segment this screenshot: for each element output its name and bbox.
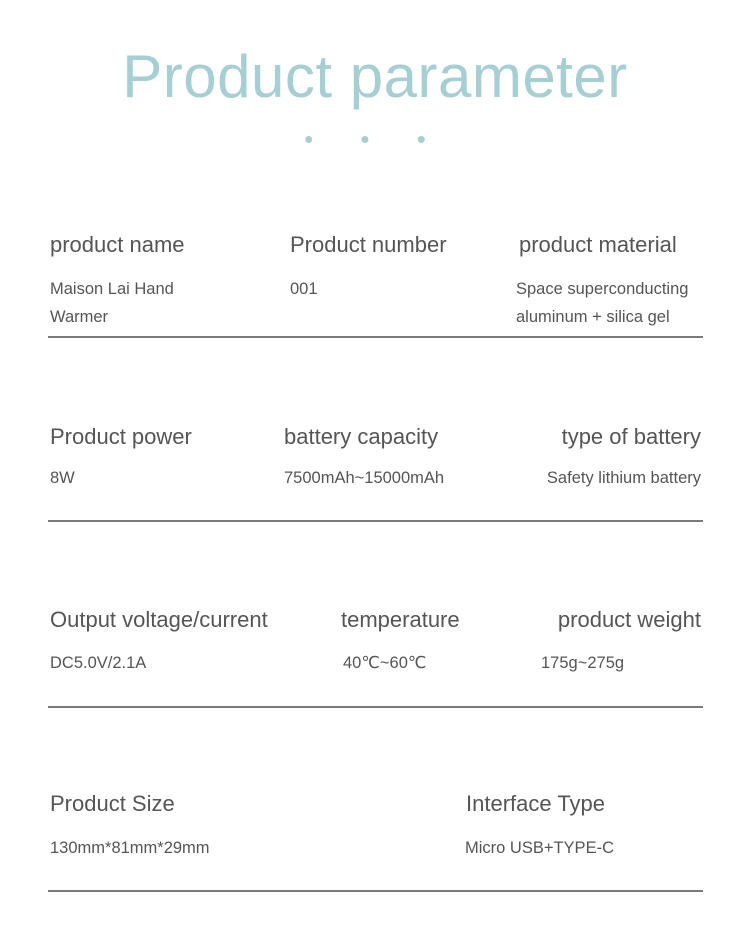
- output-voltage-value: DC5.0V/2.1A: [50, 654, 147, 672]
- row-divider: [48, 520, 703, 522]
- output-voltage-label: Output voltage/current: [50, 607, 268, 632]
- product-material-label: product material: [519, 232, 677, 257]
- product-name-value: Maison Lai Hand Warmer: [50, 280, 174, 326]
- temperature-value: 40℃~60℃: [343, 654, 427, 672]
- product-material-value: Space superconducting aluminum + silica gel: [516, 280, 689, 326]
- row-divider: [48, 336, 703, 338]
- decorative-dots: • • •: [304, 124, 446, 154]
- product-weight-label: product weight: [557, 607, 701, 632]
- interface-type-label: Interface Type: [466, 791, 606, 816]
- product-weight-value: 175g~275g: [541, 654, 625, 672]
- battery-capacity-label: battery capacity: [284, 424, 439, 449]
- row-divider: [48, 706, 703, 708]
- battery-capacity-value: 7500mAh~15000mAh: [284, 469, 445, 487]
- product-size-label: Product Size: [50, 791, 175, 816]
- product-size-value: 130mm*81mm*29mm: [50, 839, 210, 857]
- product-power-value: 8W: [50, 469, 75, 487]
- product-number-value: 001: [290, 280, 318, 298]
- page-title: Product parameter: [122, 43, 628, 110]
- interface-type-value: Micro USB+TYPE-C: [465, 839, 614, 857]
- product-name-label: product name: [50, 232, 185, 257]
- product-number-label: Product number: [290, 232, 447, 257]
- product-power-label: Product power: [50, 424, 192, 449]
- row-divider: [48, 890, 703, 892]
- battery-type-value: Safety lithium battery: [546, 469, 701, 487]
- temperature-label: temperature: [341, 607, 460, 632]
- battery-type-label: type of battery: [561, 424, 701, 449]
